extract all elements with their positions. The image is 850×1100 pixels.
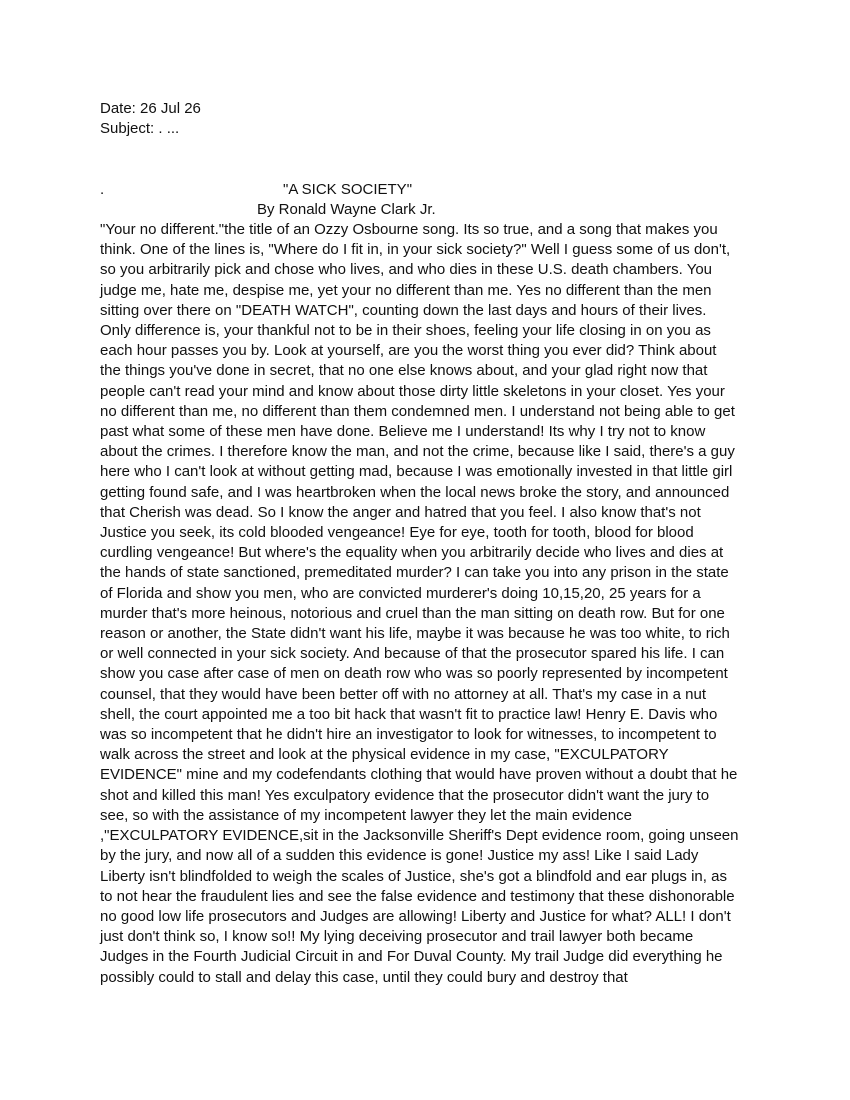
body-line: ,"EXCULPATORY EVIDENCE,sit in the Jacksonville Sheriff's Dept evidence room, going unseen: [100, 827, 739, 845]
document-title: "A SICK SOCIETY": [283, 181, 413, 198]
body-line: by the jury, and now all of a sudden this evidence is gone! Justice my ass! Like I said Lady: [100, 847, 699, 865]
body-line: judge me, hate me, despise me, yet your no different than me. Yes no different than the men: [100, 281, 712, 299]
body-line: murder that's more heinous, notorious and cruel than the man sitting on death row. But for one: [100, 604, 725, 622]
body-line: EVIDENCE" mine and my codefendants clothing that would have proven without a doubt that he: [100, 766, 738, 784]
body-line: Justice you seek, its cold blooded vengeance! Eye for eye, tooth for tooth, blood for blood: [100, 524, 694, 542]
subject-line: Subject: . ...: [100, 120, 180, 137]
body-line: of Florida and show you men, who are convicted murderer's doing 10,15,20, 25 years for a: [100, 584, 701, 602]
body-line: no different than me, no different than them condemned men. I understand not being able to get: [100, 402, 735, 420]
body-line: that Cherish was dead. So I know the anger and hatred that you feel. I also know that's not: [100, 503, 701, 521]
body-line: or well connected in your sick society. And because of that the prosecutor spared his life. I can: [100, 645, 725, 663]
body-line: was so incompetent that he didn't hire an investigator to look for witnesses, to incompetent to: [100, 726, 717, 744]
body-line: here who I can't look at without getting mad, because I was emotionally invested in that little girl: [100, 463, 733, 481]
letter-header: [100, 99, 201, 139]
body-line: past what some of these men have done. Believe me I understand! Its why I try not to know: [100, 423, 706, 441]
body-line: reason or another, the State didn't want his life, maybe it was because he was too white, to rich: [100, 625, 730, 643]
body-line: "Your no different."the title of an Ozzy Osbourne song. Its so true, and a song that makes you: [100, 221, 718, 238]
body-line: walk across the street and look at the physical evidence in my case, "EXCULPATORY: [100, 746, 669, 764]
author-byline: By Ronald Wayne Clark Jr.: [257, 201, 436, 218]
body-line: the things you've done in secret, that no one else knows about, and your glad right now that: [100, 362, 708, 380]
body-line: curdling vengeance! But where's the equality when you arbitrarily decide who lives and dies at: [100, 544, 724, 562]
body-line: the hands of state sanctioned, premeditated murder? I can take you into any prison in the state: [100, 564, 729, 582]
body-line: so you arbitrarily pick and chose who lives, and who dies in these U.S. death chambers. You: [100, 261, 713, 279]
body-line: shell, the court appointed me a too bit hack that wasn't fit to practice law! Henry E. Davis who: [100, 705, 718, 723]
title-dot: .: [100, 181, 105, 198]
body-line: to not hear the fraudulent lies and see the false evidence and testimony that these dishonorable: [100, 887, 735, 905]
body-line: sitting over there on "DEATH WATCH", counting down the last days and hours of their lives.: [100, 301, 707, 319]
body-line: shot and killed this man! Yes exculpatory evidence that the prosecutor didn't want the jury to: [100, 786, 710, 804]
body-line: see, so with the assistance of my incompetent lawyer they let the main evidence: [100, 806, 632, 824]
body-line: each hour passes you by. Look at yourself, are you the worst thing you ever did? Think about: [100, 342, 717, 360]
body-line: people can't read your mind and know about those dirty little skeletons in your closet. Yes your: [100, 382, 725, 400]
date-line: Date: 26 Jul 26: [100, 100, 201, 117]
body-line: counsel, that they would have been better off with no attorney at all. That's my case in a nut: [100, 685, 707, 703]
body-line: Only difference is, your thankful not to be in their shoes, feeling your life closing in on you as: [100, 322, 711, 340]
body-line: show you case after case of men on death row who was so poorly represented by incompetent: [100, 665, 728, 683]
body-line: getting found safe, and I was heartbroken when the local news broke the story, and announced: [100, 483, 730, 501]
body-line: Liberty isn't blindfolded to weigh the scales of Justice, she's got a blindfold and ear plugs in, as: [100, 867, 727, 885]
body-line: about the crimes. I therefore know the man, and not the crime, because like I said, there's a guy: [100, 443, 735, 461]
title-row: [100, 180, 760, 200]
body-line: just don't think so, I know so!! My lying deceiving prosecutor and trail lawyer both became: [100, 928, 694, 946]
body-line: think. One of the lines is, "Where do I fit in, in your sick society?" Well I guess some of us don't,: [100, 241, 731, 259]
body-line: no good low life prosecutors and Judges are allowing! Liberty and Justice for what? ALL! I don't: [100, 907, 731, 925]
body-line: Judges in the Fourth Judicial Circuit in and For Duval County. My trail Judge did everything he: [100, 948, 723, 966]
body-text: [100, 220, 760, 988]
body-line: possibly could to stall and delay this case, until they could bury and destroy that: [100, 968, 628, 986]
